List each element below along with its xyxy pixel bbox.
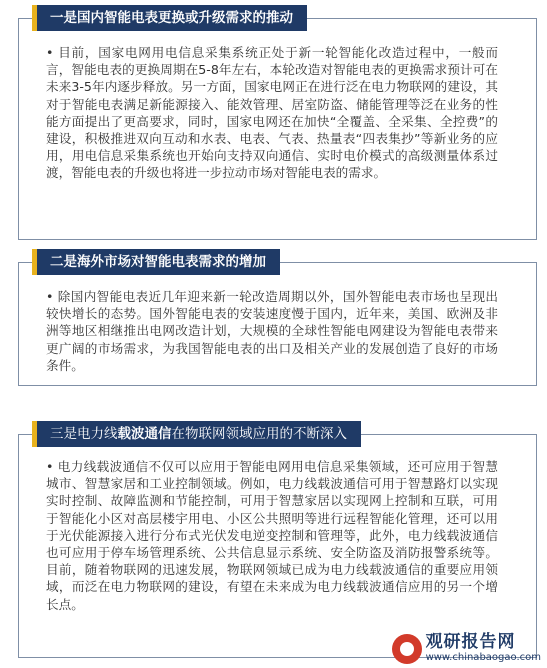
section-3-text: 电力线载波通信不仅可以应用于智能电网用电信息采集领域，还可应用于智慧城市、智慧家居和工业控制领域。例如，电力线载波通信可用于智慧路灯以实现实时控制、故障监测和节能控制，可用于智慧家居以实现网上控制和互联，可用于智能化小区对高层楼宇用电、小区公共照明等进行远程智能化管理，还可以用于光伏能源接入进行分布式光伏发电逆变控制和管理等，此外，电力线载波通信也可应用于停车场管理系统、公共信息显示系统、安全防盗及消防报警系统等。目前，随着物联网的迅速发展，物联网领域已成为电力线载波通信的重要应用领域，而泛在电力物联网的建设，有望在未来成为电力线载波通信应用的另一个增长点。	[46, 459, 498, 612]
watermark	[392, 633, 541, 664]
section-2-body	[46, 288, 498, 374]
bullet-icon: •	[46, 45, 54, 60]
section-3-body	[46, 458, 498, 613]
section-1-text: 目前，国家电网用电信息采集系统正处于新一轮智能化改造过程中，一般而言，智能电表的更换周期在5-8年左右，本轮改造对智能电表的更换需求预计可在未来3-5年内逐步释放。另一方面，国家电网正在进行泛在电力物联网的建设，其对于智能电表满足新能源接入、能效管理、居室防盗、储能管理等泛在业务的性能方面提出了更高要求，同时，国家电网还在加快“全覆盖、全采集、全控费”的建设，积极推进双向互动和水表、电表、气表、热量表“四表集抄”等新业务的应用，用电信息采集系统也开始向支持双向通信、实时电价模式的高级测量体系过渡，智能电表的升级也将进一步拉动市场对智能电表的需求。	[46, 45, 498, 181]
section-1-body	[46, 44, 498, 182]
watermark-url: www.chinabaogao.com	[425, 652, 541, 663]
company-logo-icon	[392, 634, 422, 664]
bullet-icon: •	[46, 289, 54, 304]
section-1-title: 一是国内智能电表更换或升级需求的推动	[32, 5, 307, 31]
section-3-title: 三是电力线载波通信在物联网领域应用的不断深入	[32, 421, 361, 447]
section-2-title: 二是海外市场对智能电表需求的增加	[32, 249, 280, 275]
section-2-text: 除国内智能电表近几年迎来新一轮改造周期以外，国外智能电表市场也呈现出较快增长的态势。国外智能电表的安装速度慢于国内，近年来，美国、欧洲及非洲等地区相继推出电网改造计划，大规模的全球性智能电网建设为智能电表带来更广阔的市场需求，为我国智能电表的出口及相关产业的发展创造了良好的市场条件。	[46, 289, 498, 373]
watermark-name: 观研报告网	[425, 632, 516, 652]
bullet-icon: •	[46, 459, 54, 474]
